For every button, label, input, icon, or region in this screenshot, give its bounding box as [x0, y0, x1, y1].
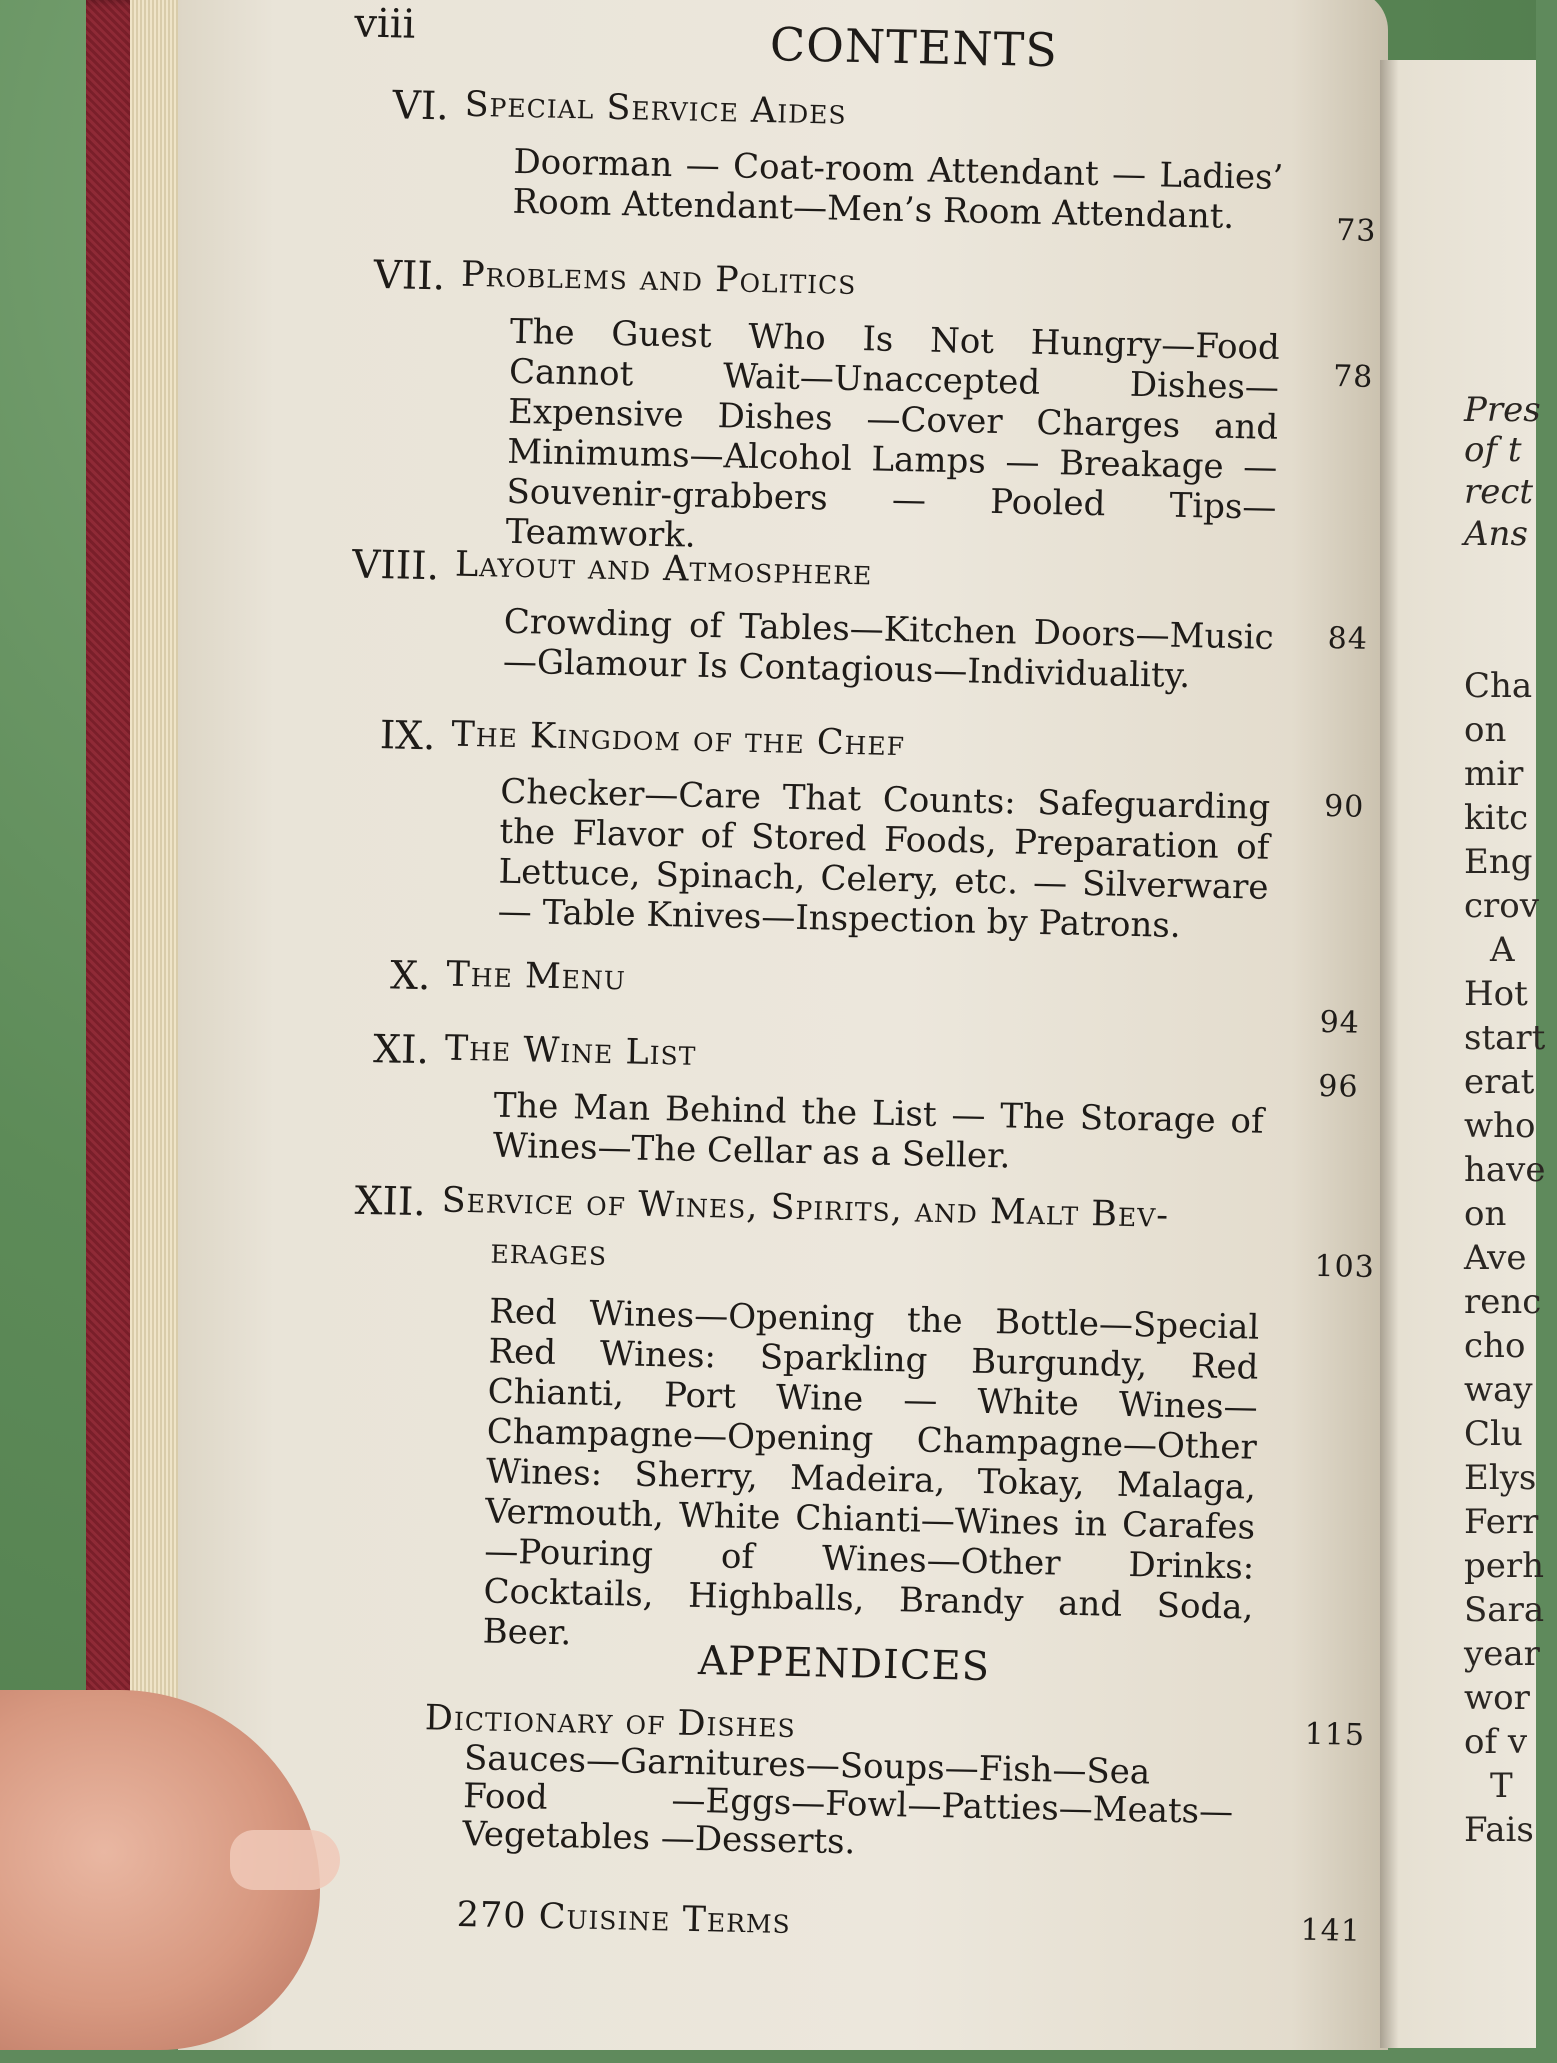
chapter-title: The Kingdom of the Chef: [451, 714, 906, 765]
chapter-title: The Wine List: [444, 1028, 697, 1074]
chapter-page: 90: [1323, 788, 1365, 825]
right-page-line: on: [1464, 1194, 1507, 1234]
right-page-line: way: [1464, 1370, 1533, 1410]
chapter-description: The Guest Who Is Not Hungry—Food Cannot Wait—Unaccepted Dishes—Expensive Dishes —Cover Charges and Minimums—Alcohol Lamps — Breakage — Souvenir-grabbers — Pooled Tips—Teamwork.: [505, 311, 1281, 556]
chapter-entry: [321, 952, 1361, 1041]
right-page-line: A: [1490, 930, 1515, 970]
appendix-page: 115: [1304, 1716, 1366, 1753]
right-page-line: cho: [1464, 1326, 1526, 1366]
thumbnail: [230, 1830, 340, 1890]
chapter-page: 103: [1314, 1248, 1376, 1286]
right-page-line: crov: [1464, 886, 1539, 926]
right-page-line: Fais: [1464, 1810, 1534, 1850]
appendix-title: Dictionary of Dishes: [424, 1698, 797, 1747]
chapter-description: Red Wines—Opening the Bottle—Special Red Wines: Sparkling Burgundy, Red Chianti, Port Wine — White Wines—Champagne—Opening Champagne—Other Wines: Sherry, Madeira, Tokay, Malaga, Vermouth, White Chianti—Wines in Carafes—Pouring of Wines—Other Drinks: Cocktails, Highballs, Brandy and Soda, Beer.: [482, 1291, 1260, 1654]
chapter-title-continued: erages: [490, 1231, 608, 1275]
right-page-line: Ave: [1464, 1238, 1527, 1278]
right-page-line: rect: [1464, 472, 1534, 512]
chapter-entry: [326, 712, 1365, 946]
chapter-entry: [319, 1026, 1359, 1177]
right-page-line: Ferr: [1464, 1502, 1539, 1542]
chapter-title: Problems and Politics: [460, 254, 857, 304]
chapter-title: Service of Wines, Spirits, and Malt Bev-: [441, 1180, 1170, 1236]
right-page-line: Eng: [1464, 842, 1533, 882]
chapter-entry: [336, 252, 1374, 556]
chapter-description: The Man Behind the List — The Storage of Wines—The Cellar as a Seller.: [492, 1085, 1264, 1177]
right-page-line: Cha: [1464, 666, 1533, 706]
chapter-number: VI.: [392, 83, 450, 130]
chapter-description: Doorman — Coat-room Attendant — Ladies’ Room Attendant—Men’s Room Attendant.: [512, 141, 1284, 237]
right-page-line: of v: [1464, 1722, 1528, 1762]
chapter-description: Crowding of Tables—Kitchen Doors—Music—Glamour Is Contagious—Individuality.: [502, 601, 1275, 697]
right-page-line: start: [1464, 1018, 1546, 1058]
page-number: viii: [353, 0, 416, 48]
chapter-page: 78: [1332, 359, 1374, 395]
right-page-line: renc: [1464, 1282, 1542, 1322]
chapter-entry: [339, 82, 1377, 249]
right-page-line: erat: [1464, 1062, 1535, 1102]
right-page-line: wor: [1464, 1678, 1530, 1718]
right-page-line: of t: [1464, 430, 1522, 470]
chapter-title: Special Service Aides: [464, 84, 848, 133]
chapter-entry: [316, 1178, 1376, 1654]
chapter-title: The Menu: [446, 954, 627, 999]
appendices-heading: APPENDICES: [697, 1638, 991, 1691]
chapter-number: X.: [389, 953, 431, 1000]
chapter-page: 96: [1317, 1068, 1359, 1105]
chapter-number: VII.: [373, 252, 446, 300]
right-page-line: on: [1464, 710, 1507, 750]
chapter-page: 84: [1327, 620, 1369, 657]
right-page-line: Hot: [1464, 974, 1528, 1014]
chapter-description: Checker—Care That Counts: Safeguarding the Flavor of Stored Foods, Preparation of Lettuce, Spinach, Celery, etc. — Silverware — Table Knives—Inspection by Patrons.: [497, 771, 1271, 946]
right-page-line: year: [1464, 1634, 1540, 1674]
right-page-line: Clu: [1464, 1414, 1523, 1454]
right-page-line: kitc: [1464, 798, 1529, 838]
right-page-line: Ans: [1464, 514, 1528, 554]
right-page-line: mir: [1464, 754, 1524, 794]
appendix-entry: [456, 1895, 1362, 1954]
right-page-line: Sara: [1464, 1590, 1545, 1630]
appendix-page: 141: [1300, 1912, 1362, 1949]
right-page-line: T: [1490, 1766, 1513, 1806]
right-page-line: perh: [1464, 1546, 1545, 1586]
appendix-description: Sauces—Garnitures—Soups—Fish—Sea Food —Eggs—Fowl—Patties—Meats—Vegetables —Desserts.: [462, 1738, 1234, 1863]
chapter-number: IX.: [379, 713, 436, 760]
page-title: CONTENTS: [769, 17, 1059, 78]
chapter-title: Layout and Atmosphere: [454, 544, 873, 594]
appendix-entry: [422, 1698, 1366, 1871]
right-page-line: Pres: [1464, 390, 1541, 430]
appendix-title: 270 Cuisine Terms: [456, 1895, 792, 1943]
chapter-number: XII.: [354, 1178, 427, 1226]
right-page-line: have: [1464, 1150, 1546, 1190]
chapter-page: 94: [1319, 1004, 1361, 1041]
right-page-line: Elys: [1464, 1458, 1537, 1498]
chapter-page: 73: [1335, 213, 1377, 249]
chapter-number: VIII.: [351, 542, 440, 590]
chapter-number: XI.: [372, 1027, 430, 1074]
right-page-line: who: [1464, 1106, 1536, 1146]
